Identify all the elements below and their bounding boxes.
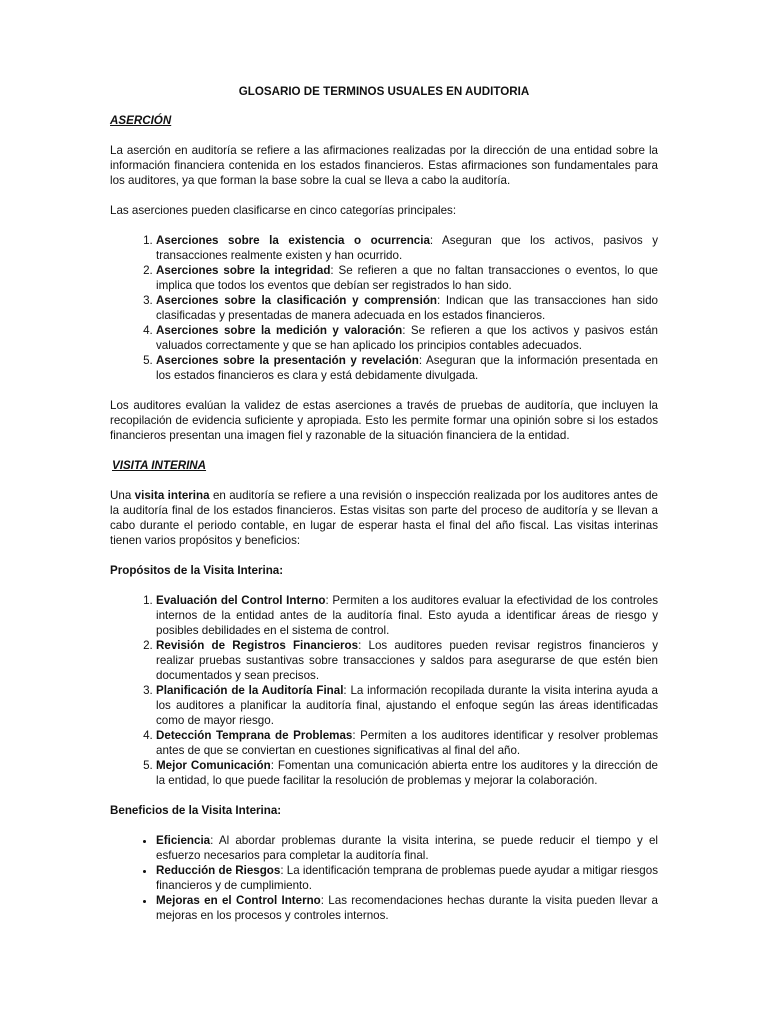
intro-pre: Una — [110, 489, 135, 502]
list-item — [156, 323, 658, 353]
list-item-term: Revisión de Registros Financieros — [156, 639, 359, 652]
list-item-term: Aserciones sobre la existencia o ocurrencia — [156, 234, 430, 247]
list-item-term: Aserciones sobre la integridad — [156, 264, 331, 277]
list-item-text: : Se refieren a que no faltan transacciones o eventos, lo que implica que todos los eventos que debían ser registrados lo han sido. — [156, 264, 658, 292]
list-item-term: Mejoras en el Control Interno — [156, 894, 321, 907]
asercion-paragraph-2: Las aserciones pueden clasificarse en cinco categorías principales: — [110, 204, 457, 217]
list-item-text: : La información recopilada durante la visita interina ayuda a los auditores a planificar la auditoría final, ajustando el enfoque según las áreas identificadas como de mayor riesgo. — [156, 684, 658, 727]
beneficios-list — [110, 833, 658, 923]
list-item-text: : Indican que las transacciones han sido clasificadas y presentadas de manera adecuada en los estados financieros. — [156, 294, 658, 322]
list-item-text: : La identificación temprana de problemas puede ayudar a mitigar riesgos financieros y de cumplimiento. — [156, 864, 659, 892]
list-item-term: Eficiencia — [156, 834, 211, 847]
list-item-term: Aserciones sobre la clasificación y comprensión — [156, 294, 437, 307]
list-item — [156, 353, 658, 383]
visita-intro-paragraph — [110, 488, 658, 548]
section-heading-visita-interina: VISITA INTERINA — [112, 459, 207, 472]
asercion-paragraph-1: La aserción en auditoría se refiere a las afirmaciones realizadas por la dirección de una entidad sobre la información financiera contenida en los estados financieros. Estas afirmaciones son fundamentales para los auditores, ya que forman la base sobre la cual se lleva a cabo la auditoría. — [110, 144, 658, 187]
list-item — [156, 758, 658, 788]
propositos-list — [110, 593, 658, 788]
intro-post: en auditoría se refiere a una revisión o inspección realizada por los auditores antes de la auditoría final de los estados financieros. Estas visitas son parte del proceso de auditoría y se llevan a cabo durante el periodo contable, en lugar de esperar hasta el final del año fiscal. Las visitas interinas tienen varios propósitos y beneficios: — [110, 489, 658, 547]
list-item — [156, 683, 658, 728]
list-item — [156, 833, 658, 863]
list-item-term: Detección Temprana de Problemas — [156, 729, 353, 742]
list-item-text: : Se refieren a que los activos y pasivos están valuados correctamente y que se han aplicado los principios contables adecuados. — [156, 324, 659, 352]
list-item — [156, 728, 658, 758]
asercion-paragraph-3: Los auditores evalúan la validez de estas aserciones a través de pruebas de auditoría, que incluyen la recopilación de evidencia suficiente y apropiada. Esto les permite formar una opinión sobre si los estados financieros presentan una imagen fiel y razonable de la situación financiera de la entidad. — [110, 399, 658, 442]
list-item — [156, 293, 658, 323]
beneficios-heading: Beneficios de la Visita Interina: — [110, 804, 282, 817]
list-item-text: : Permiten a los auditores evaluar la efectividad de los controles internos de la entidad antes de la auditoría final. Esto ayuda a identificar áreas de riesgo y posibles debilidades en el sistema de control. — [156, 594, 658, 637]
list-item-text: : Los auditores pueden revisar registros financieros y realizar pruebas sustantivas sobre transacciones y saldos para asegurarse de que estén bien documentados y sean precisos. — [156, 639, 658, 682]
section-heading-asercion: ASERCIÓN — [110, 114, 172, 127]
list-item-text: : Al abordar problemas durante la visita interina, se puede reducir el tiempo y el esfuerzo necesarios para completar la auditoría final. — [156, 834, 658, 862]
list-item — [156, 863, 658, 893]
list-item-term: Evaluación del Control Interno — [156, 594, 326, 607]
list-item — [156, 893, 658, 923]
intro-term: visita interina — [134, 489, 210, 502]
list-item-term: Aserciones sobre la medición y valoración — [156, 324, 403, 337]
list-item-term: Reducción de Riesgos — [156, 864, 281, 877]
list-item-term: Aserciones sobre la presentación y revelación — [156, 354, 419, 367]
list-item — [156, 233, 658, 263]
list-item-text: : Fomentan una comunicación abierta entre los auditores y la dirección de la entidad, lo que puede facilitar la resolución de problemas y mejorar la colaboración. — [156, 759, 658, 787]
list-item-text: : Aseguran que la información presentada en los estados financieros es clara y está debidamente divulgada. — [156, 354, 658, 382]
document-title: GLOSARIO DE TERMINOS USUALES EN AUDITORIA — [238, 85, 530, 98]
list-item — [156, 638, 658, 683]
list-item-term: Planificación de la Auditoría Final — [156, 684, 344, 697]
list-item-term: Mejor Comunicación — [156, 759, 271, 772]
list-item-text: : Las recomendaciones hechas durante la visita pueden llevar a mejoras en los procesos y controles internos. — [156, 894, 658, 922]
asercion-list — [110, 233, 658, 383]
list-item — [156, 263, 658, 293]
list-item-text: : Aseguran que los activos, pasivos y transacciones realmente existen y han ocurrido. — [156, 234, 658, 262]
list-item-text: : Permiten a los auditores identificar y resolver problemas antes de que se conviertan en cuestiones significativas al final del año. — [156, 729, 658, 757]
list-item — [156, 593, 658, 638]
propositos-heading: Propósitos de la Visita Interina: — [110, 564, 284, 577]
